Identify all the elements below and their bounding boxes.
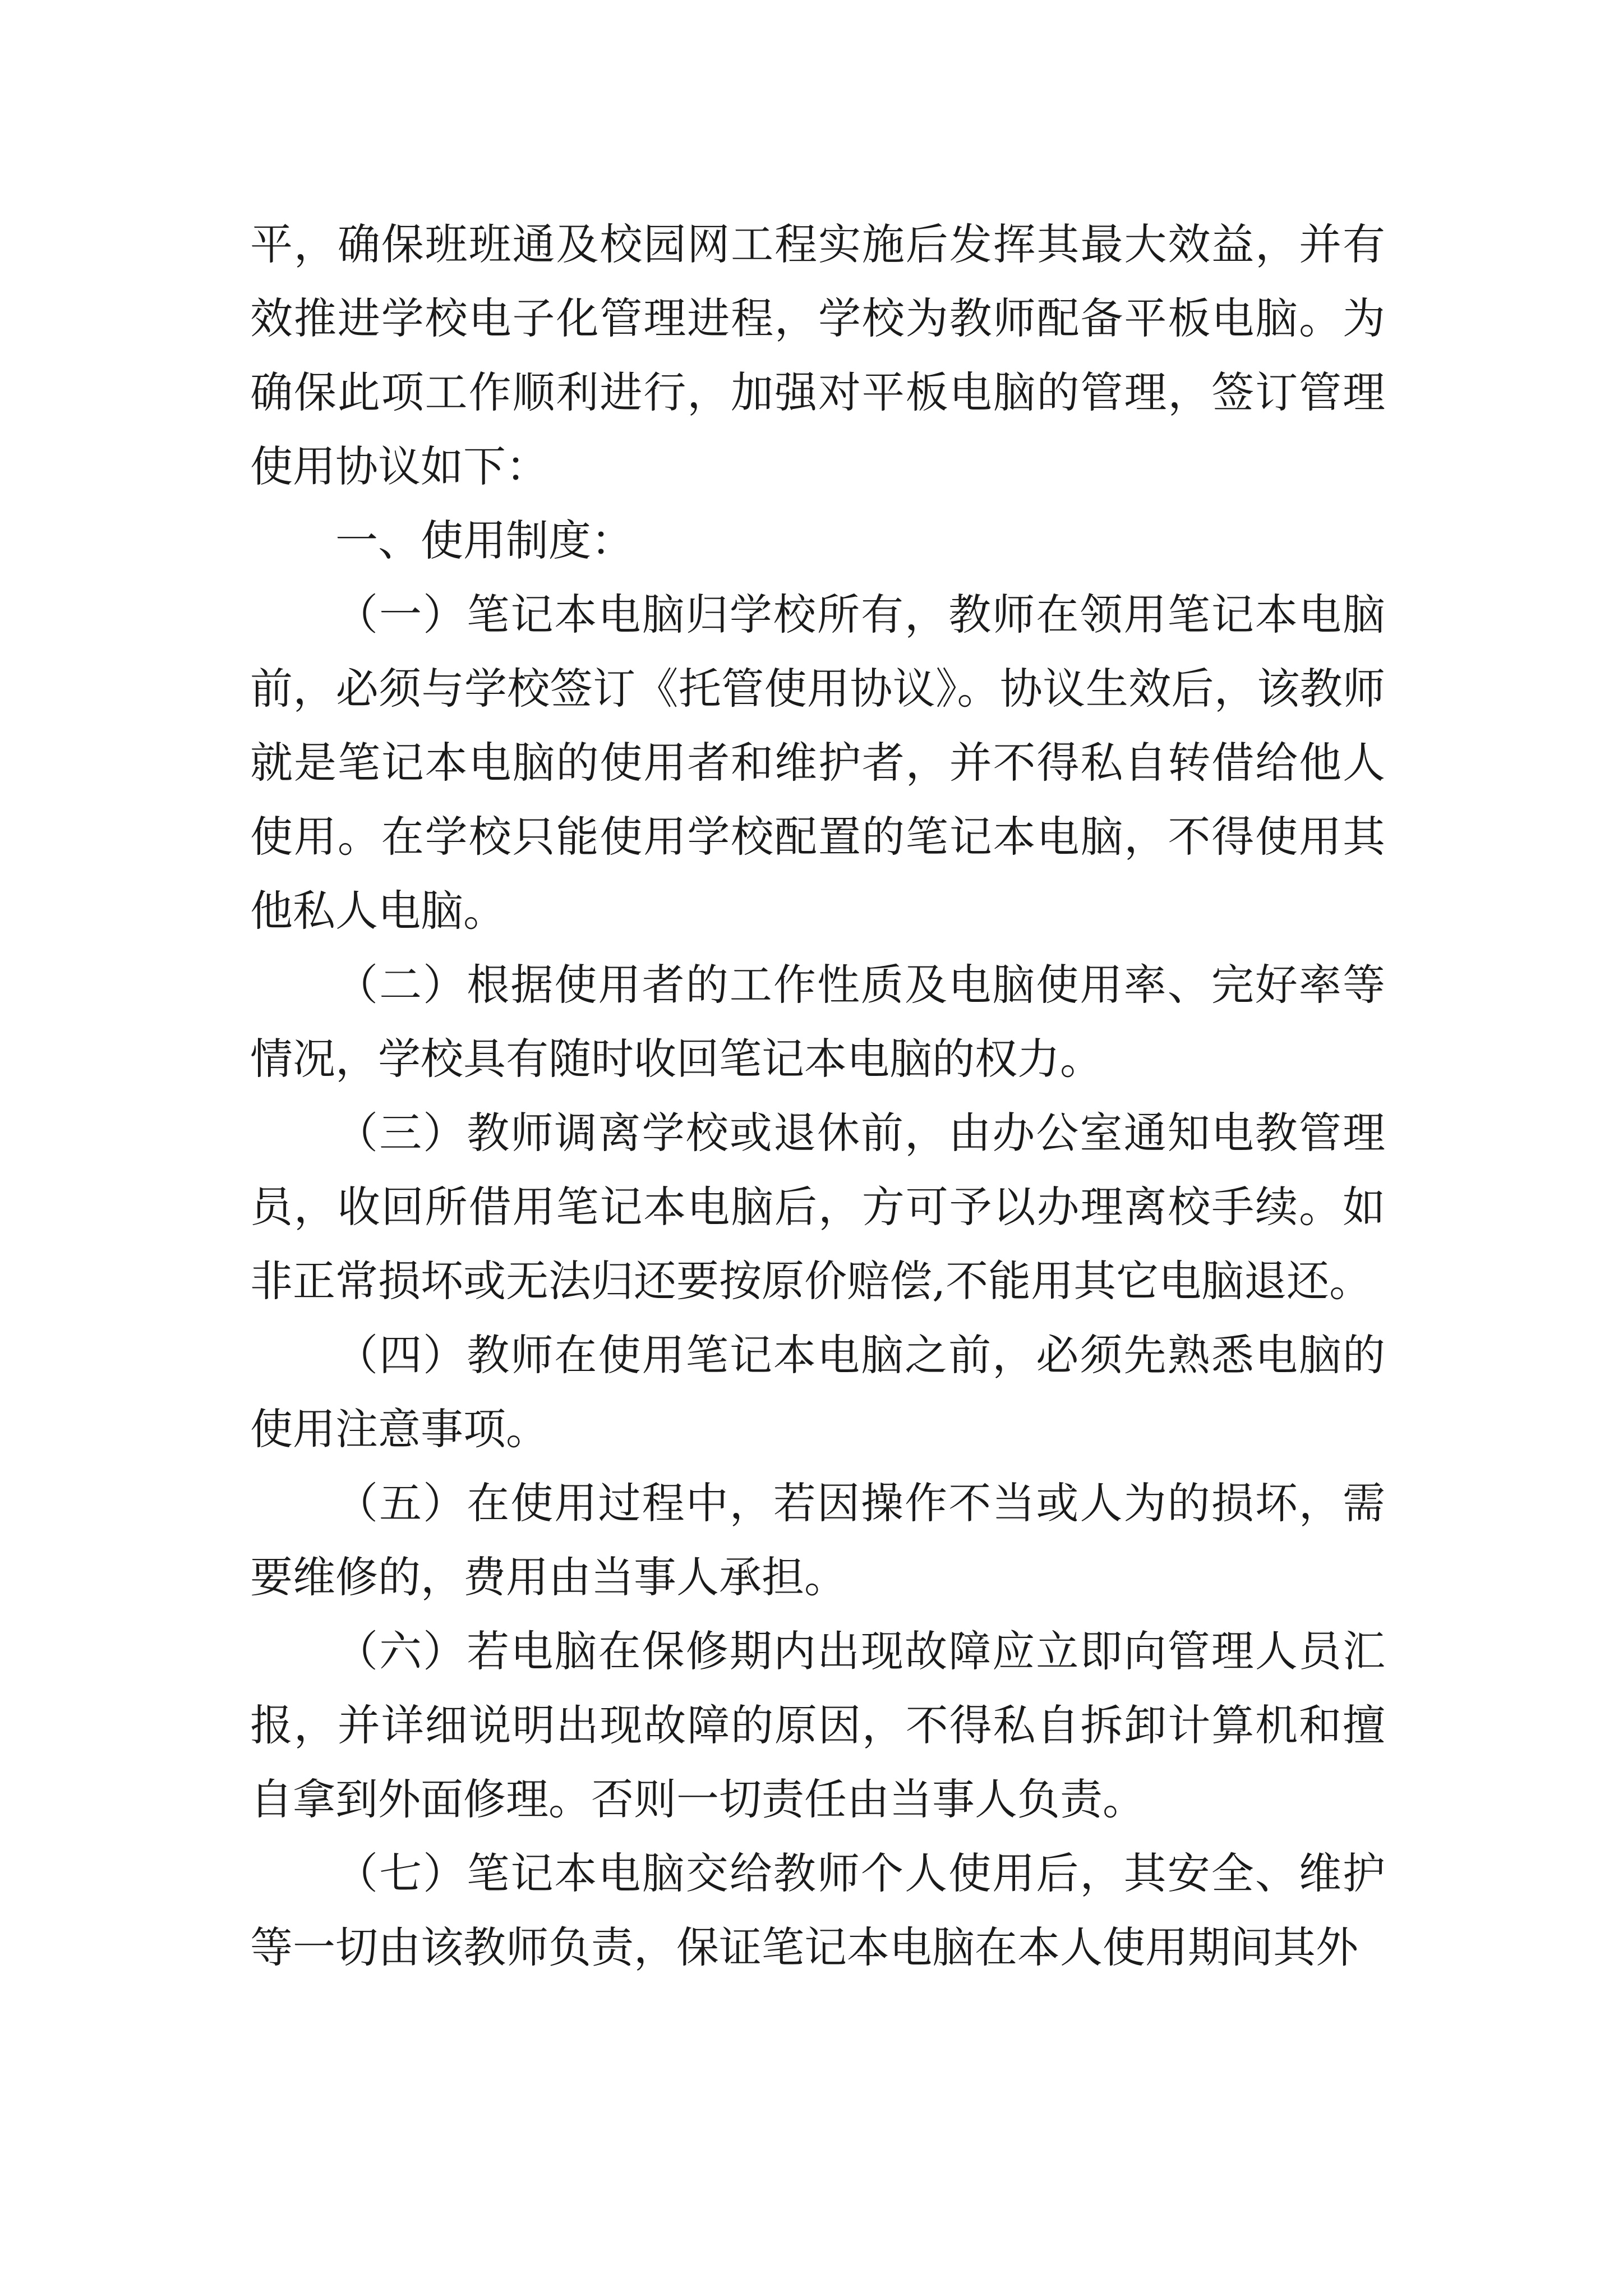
section-heading-usage-rules: 一、使用制度：: [335, 516, 634, 565]
rule-item-1: （一）笔记本电脑归学校所有，教师在领用笔记本电脑前，必须与学校签订《托管使用协议》。协议生效后，该教师就是笔记本电脑的使用者和维护者，并不得私自转借给他人使用。在学校只能使用学校配置的笔记本电脑，不得使用其他私人电脑。: [250, 590, 1385, 936]
document-body: [250, 208, 1385, 1985]
rule-item-5: （五）在使用过程中，若因操作不当或人为的损坏，需要维修的，费用由当事人承担。: [250, 1478, 1385, 1602]
rule-item-6: （六）若电脑在保修期内出现故障应立即向管理人员汇报，并详细说明出现故障的原因，不得私自拆卸计算机和擅自拿到外面修理。否则一切责任由当事人负责。: [250, 1626, 1385, 1824]
rule-item-7: （七）笔记本电脑交给教师个人使用后，其安全、维护等一切由该教师负责，保证笔记本电脑在本人使用期间其外: [250, 1848, 1385, 1972]
rule-item-3: （三）教师调离学校或退休前，由办公室通知电教管理员，收回所借用笔记本电脑后，方可予以办理离校手续。如非正常损坏或无法归还要按原价赔偿,不能用其它电脑退还。: [250, 1108, 1385, 1306]
rule-item-4: （四）教师在使用笔记本电脑之前，必须先熟悉电脑的使用注意事项。: [250, 1330, 1385, 1454]
paragraph-intro-continued: 平，确保班班通及校园网工程实施后发挥其最大效益，并有效推进学校电子化管理进程，学校为教师配备平板电脑。为确保此项工作顺利进行，加强对平板电脑的管理，签订管理使用协议如下：: [250, 219, 1385, 491]
rule-item-2: （二）根据使用者的工作性质及电脑使用率、完好率等情况，学校具有随时收回笔记本电脑的权力。: [250, 960, 1385, 1084]
